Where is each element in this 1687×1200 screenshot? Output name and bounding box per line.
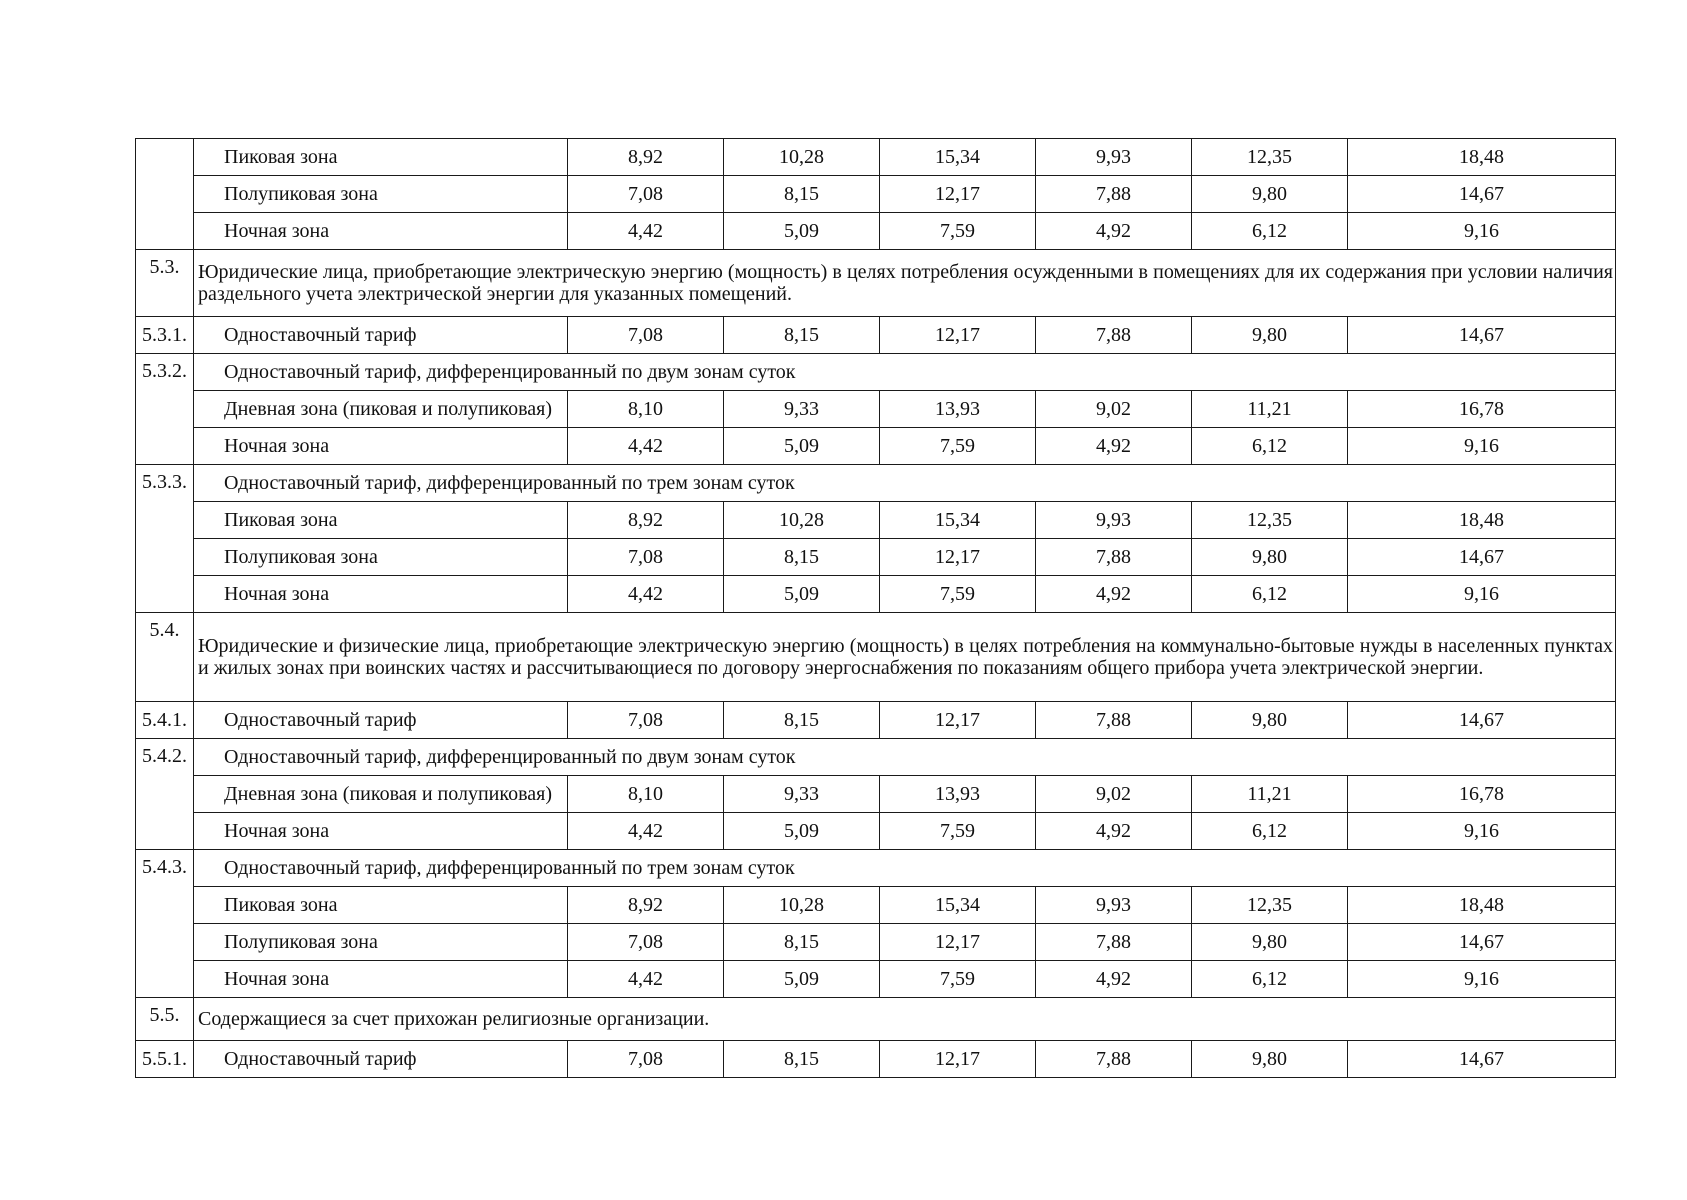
tariff-value: 8,15	[724, 176, 880, 213]
tariff-value: 7,59	[880, 576, 1036, 613]
tariff-value: 4,92	[1036, 813, 1192, 850]
tariff-value: 8,92	[568, 887, 724, 924]
subsection-header-row	[136, 465, 1616, 502]
tariff-name: Ночная зона	[194, 576, 568, 613]
row-number: 5.3.1.	[136, 317, 194, 354]
tariff-value: 11,21	[1192, 776, 1348, 813]
tariff-value: 7,08	[568, 702, 724, 739]
tariff-value: 7,08	[568, 1041, 724, 1078]
tariff-value: 9,33	[724, 391, 880, 428]
tariff-value: 6,12	[1192, 428, 1348, 465]
row-number: 5.3.3.	[136, 465, 194, 613]
subsection-header-row	[136, 354, 1616, 391]
tariff-value: 12,17	[880, 317, 1036, 354]
tariff-value: 12,17	[880, 539, 1036, 576]
row-number: 5.4.1.	[136, 702, 194, 739]
tariff-value: 4,92	[1036, 428, 1192, 465]
tariff-name: Пиковая зона	[194, 139, 568, 176]
tariff-value: 7,88	[1036, 176, 1192, 213]
tariff-value: 12,17	[880, 702, 1036, 739]
tariff-value: 10,28	[724, 139, 880, 176]
tariff-value: 4,42	[568, 813, 724, 850]
tariff-name: Дневная зона (пиковая и полупиковая)	[194, 391, 568, 428]
tariff-value: 9,16	[1348, 213, 1616, 250]
tariff-name: Полупиковая зона	[194, 539, 568, 576]
tariff-value: 9,80	[1192, 1041, 1348, 1078]
tariff-value: 8,15	[724, 317, 880, 354]
tariff-value: 8,10	[568, 391, 724, 428]
subsection-title: Одноставочный тариф, дифференцированный по двум зонам суток	[194, 354, 1616, 391]
tariff-value: 7,88	[1036, 924, 1192, 961]
tariff-row	[136, 176, 1616, 213]
subsection-header-row	[136, 850, 1616, 887]
tariff-value: 9,93	[1036, 887, 1192, 924]
section-description: Юридические лица, приобретающие электрическую энергию (мощность) в целях потребления осужденными в помещениях для их содержания при условии наличия раздельного учета электрической энергии для указанных помещений.	[194, 250, 1616, 317]
tariff-value: 8,92	[568, 139, 724, 176]
tariff-value: 4,92	[1036, 213, 1192, 250]
row-number: 5.3.	[136, 250, 194, 317]
tariff-value: 9,80	[1192, 702, 1348, 739]
tariff-value: 7,08	[568, 924, 724, 961]
tariff-table-body	[136, 139, 1616, 1078]
tariff-value: 14,67	[1348, 539, 1616, 576]
tariff-row	[136, 139, 1616, 176]
tariff-value: 13,93	[880, 391, 1036, 428]
tariff-value: 7,88	[1036, 1041, 1192, 1078]
tariff-value: 5,09	[724, 428, 880, 465]
tariff-value: 9,16	[1348, 813, 1616, 850]
tariff-value: 14,67	[1348, 924, 1616, 961]
tariff-value: 7,08	[568, 539, 724, 576]
tariff-value: 7,08	[568, 317, 724, 354]
tariff-value: 14,67	[1348, 702, 1616, 739]
tariff-value: 9,16	[1348, 576, 1616, 613]
tariff-row	[136, 1041, 1616, 1078]
tariff-value: 9,93	[1036, 502, 1192, 539]
tariff-value: 4,92	[1036, 961, 1192, 998]
subsection-title: Одноставочный тариф, дифференцированный по двум зонам суток	[194, 739, 1616, 776]
tariff-value: 11,21	[1192, 391, 1348, 428]
tariff-value: 5,09	[724, 213, 880, 250]
tariff-name: Одноставочный тариф	[194, 702, 568, 739]
tariff-name: Ночная зона	[194, 961, 568, 998]
tariff-value: 4,42	[568, 213, 724, 250]
tariff-name: Ночная зона	[194, 213, 568, 250]
tariff-value: 7,88	[1036, 539, 1192, 576]
tariff-row	[136, 391, 1616, 428]
tariff-name: Полупиковая зона	[194, 176, 568, 213]
tariff-value: 9,80	[1192, 539, 1348, 576]
tariff-value: 18,48	[1348, 887, 1616, 924]
tariff-name: Ночная зона	[194, 428, 568, 465]
tariff-value: 8,15	[724, 924, 880, 961]
tariff-value: 7,59	[880, 428, 1036, 465]
tariff-row	[136, 887, 1616, 924]
tariff-value: 9,93	[1036, 139, 1192, 176]
tariff-value: 12,35	[1192, 887, 1348, 924]
tariff-value: 14,67	[1348, 317, 1616, 354]
tariff-value: 7,88	[1036, 702, 1192, 739]
tariff-value: 10,28	[724, 887, 880, 924]
tariff-name: Ночная зона	[194, 813, 568, 850]
row-number: 5.5.1.	[136, 1041, 194, 1078]
tariff-row	[136, 702, 1616, 739]
tariff-value: 8,92	[568, 502, 724, 539]
tariff-value: 14,67	[1348, 1041, 1616, 1078]
tariff-value: 8,15	[724, 702, 880, 739]
tariff-name: Пиковая зона	[194, 502, 568, 539]
row-number: 5.4.	[136, 613, 194, 702]
tariff-value: 12,17	[880, 924, 1036, 961]
tariff-value: 7,88	[1036, 317, 1192, 354]
tariff-row	[136, 576, 1616, 613]
tariff-table	[135, 138, 1616, 1078]
tariff-value: 4,42	[568, 961, 724, 998]
tariff-value: 7,59	[880, 961, 1036, 998]
subsection-title: Одноставочный тариф, дифференцированный по трем зонам суток	[194, 850, 1616, 887]
tariff-value: 6,12	[1192, 813, 1348, 850]
tariff-value: 9,02	[1036, 776, 1192, 813]
tariff-value: 5,09	[724, 813, 880, 850]
section-description: Содержащиеся за счет прихожан религиозные организации.	[194, 998, 1616, 1041]
tariff-row	[136, 428, 1616, 465]
tariff-name: Одноставочный тариф	[194, 317, 568, 354]
tariff-value: 13,93	[880, 776, 1036, 813]
section-description: Юридические и физические лица, приобретающие электрическую энергию (мощность) в целях потребления на коммунально-бытовые нужды в населенных пунктах и жилых зонах при воинских частях и рассчитывающиеся по договору энергоснабжения по показаниям общего прибора учета электрической энергии.	[194, 613, 1616, 702]
tariff-value: 4,42	[568, 428, 724, 465]
tariff-value: 8,15	[724, 539, 880, 576]
tariff-row	[136, 317, 1616, 354]
row-number: 5.3.2.	[136, 354, 194, 465]
tariff-name: Полупиковая зона	[194, 924, 568, 961]
tariff-value: 9,80	[1192, 176, 1348, 213]
subsection-header-row	[136, 739, 1616, 776]
tariff-value: 6,12	[1192, 961, 1348, 998]
tariff-value: 16,78	[1348, 391, 1616, 428]
tariff-value: 18,48	[1348, 139, 1616, 176]
tariff-value: 15,34	[880, 502, 1036, 539]
section-row	[136, 250, 1616, 317]
tariff-value: 12,17	[880, 1041, 1036, 1078]
tariff-value: 8,10	[568, 776, 724, 813]
row-number	[136, 139, 194, 250]
tariff-value: 6,12	[1192, 213, 1348, 250]
row-number: 5.4.2.	[136, 739, 194, 850]
tariff-value: 12,35	[1192, 502, 1348, 539]
section-row	[136, 998, 1616, 1041]
tariff-value: 7,08	[568, 176, 724, 213]
tariff-value: 7,59	[880, 813, 1036, 850]
tariff-value: 14,67	[1348, 176, 1616, 213]
tariff-value: 16,78	[1348, 776, 1616, 813]
tariff-value: 9,80	[1192, 924, 1348, 961]
tariff-value: 9,33	[724, 776, 880, 813]
tariff-value: 5,09	[724, 576, 880, 613]
tariff-name: Дневная зона (пиковая и полупиковая)	[194, 776, 568, 813]
tariff-row	[136, 776, 1616, 813]
tariff-name: Одноставочный тариф	[194, 1041, 568, 1078]
tariff-value: 8,15	[724, 1041, 880, 1078]
tariff-row	[136, 213, 1616, 250]
subsection-title: Одноставочный тариф, дифференцированный по трем зонам суток	[194, 465, 1616, 502]
row-number: 5.4.3.	[136, 850, 194, 998]
tariff-value: 10,28	[724, 502, 880, 539]
tariff-value: 4,92	[1036, 576, 1192, 613]
tariff-row	[136, 961, 1616, 998]
tariff-value: 9,80	[1192, 317, 1348, 354]
tariff-row	[136, 539, 1616, 576]
tariff-row	[136, 813, 1616, 850]
tariff-value: 18,48	[1348, 502, 1616, 539]
tariff-value: 4,42	[568, 576, 724, 613]
tariff-value: 9,16	[1348, 961, 1616, 998]
tariff-row	[136, 502, 1616, 539]
tariff-value: 7,59	[880, 213, 1036, 250]
tariff-name: Пиковая зона	[194, 887, 568, 924]
tariff-value: 12,35	[1192, 139, 1348, 176]
tariff-value: 9,16	[1348, 428, 1616, 465]
tariff-row	[136, 924, 1616, 961]
tariff-value: 5,09	[724, 961, 880, 998]
tariff-value: 15,34	[880, 887, 1036, 924]
tariff-value: 6,12	[1192, 576, 1348, 613]
tariff-value: 15,34	[880, 139, 1036, 176]
tariff-value: 12,17	[880, 176, 1036, 213]
section-row	[136, 613, 1616, 702]
row-number: 5.5.	[136, 998, 194, 1041]
tariff-value: 9,02	[1036, 391, 1192, 428]
